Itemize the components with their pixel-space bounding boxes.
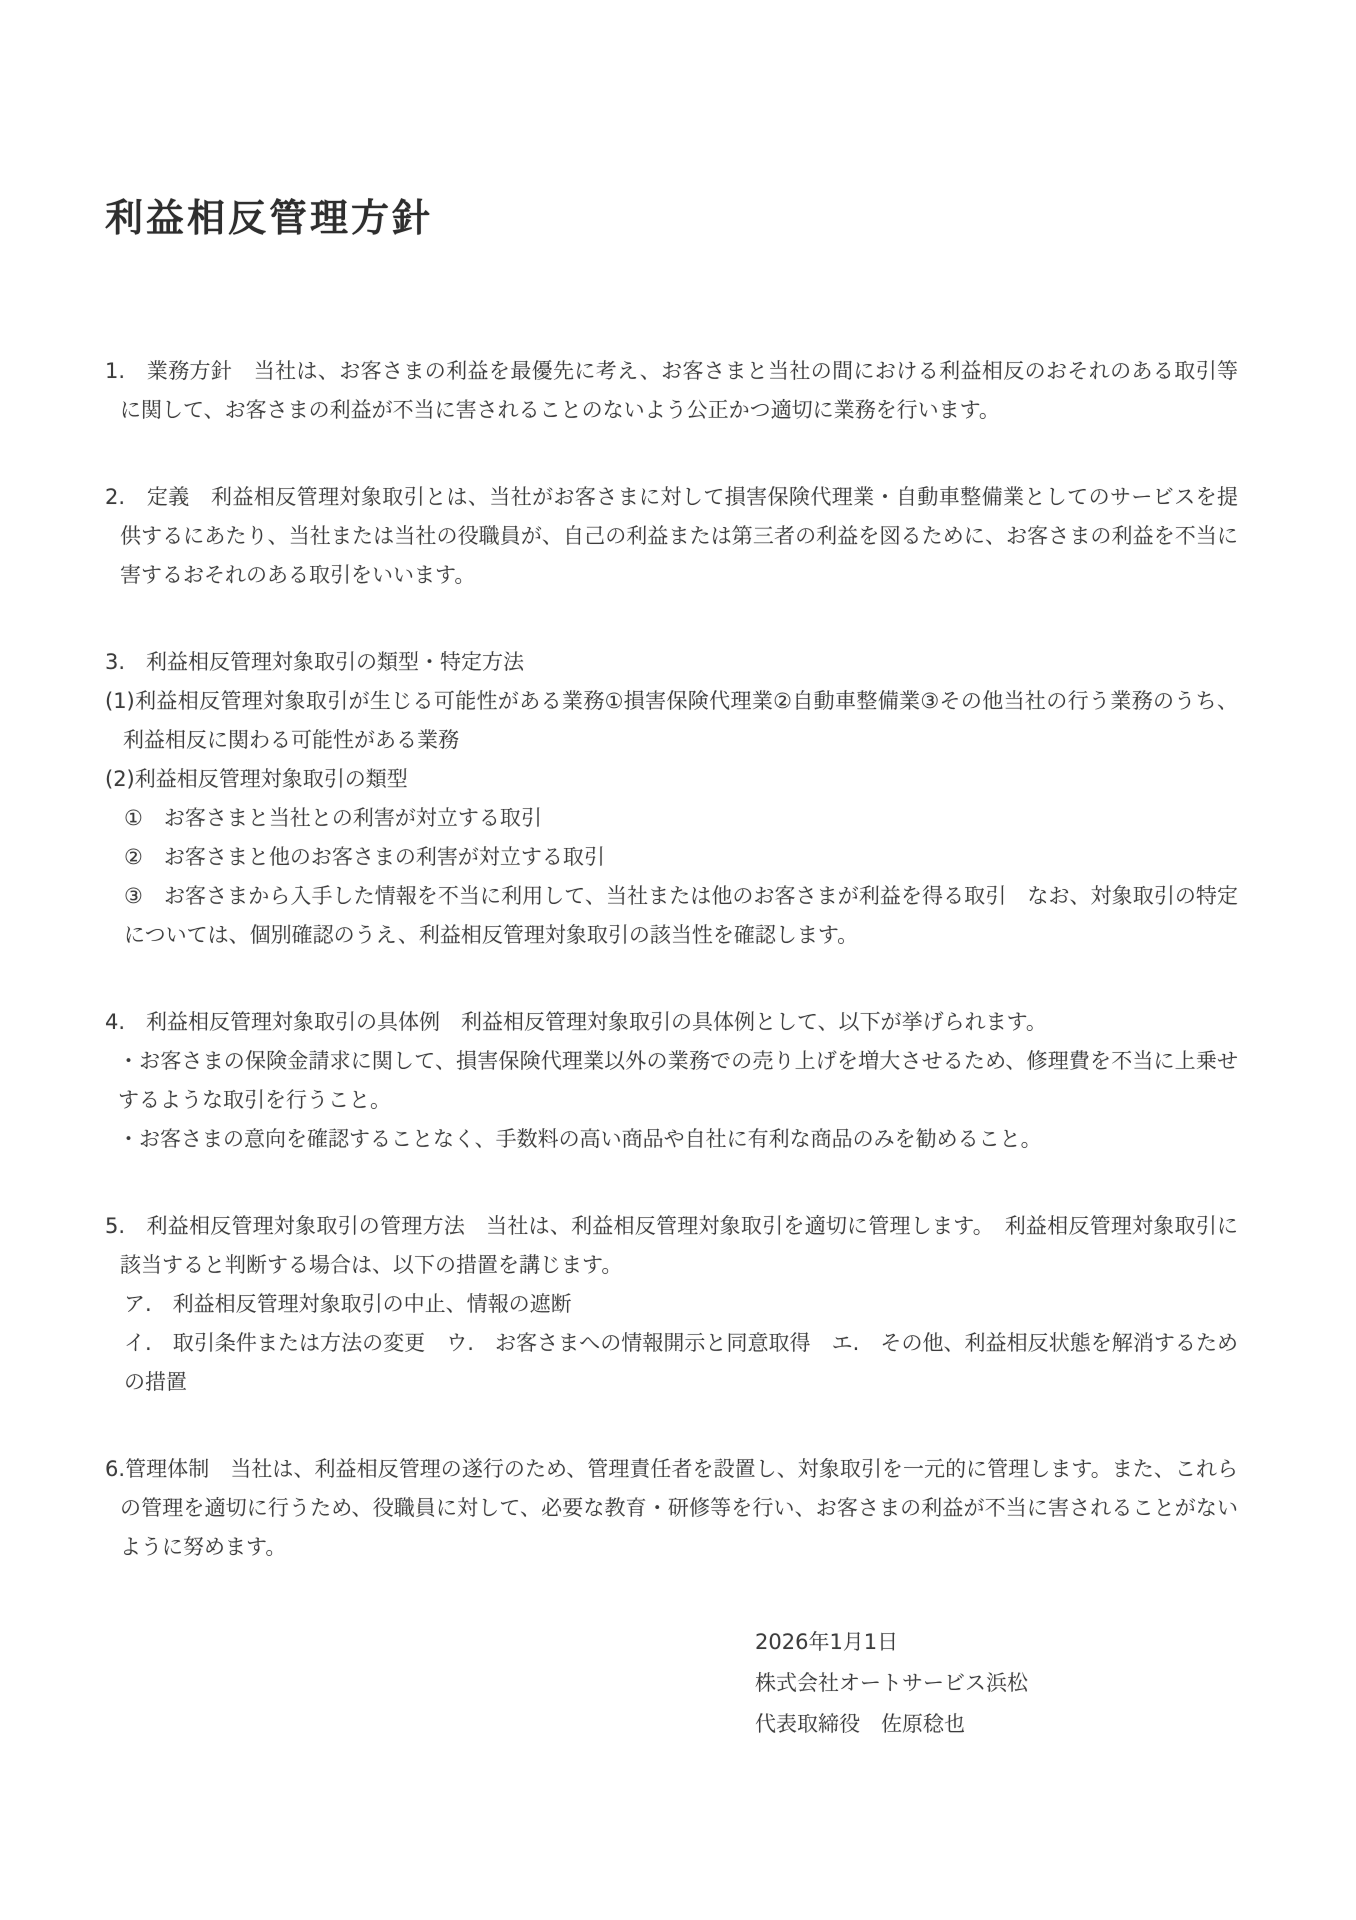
bullet-item: ・お客さまの意向を確認することなく、手数料の高い商品や自社に有利な商品のみを勧めること。: [118, 1127, 1042, 1152]
section-heading: 3. 利益相反管理対象取引の類型・特定方法: [105, 650, 525, 675]
section-business-policy: [105, 352, 1238, 430]
policy-paragraph: 2. 定義 利益相反管理対象取引とは、当社がお客さまに対して損害保険代理業・自動車整備業としてのサービスを提供するにあたり、当社または当社の役職員が、自己の利益または第三者の利益を図るために、お客さまの利益を不当に害するおそれのある取引をいいます。: [105, 485, 1239, 588]
policy-paragraph: 4. 利益相反管理対象取引の具体例 利益相反管理対象取引の具体例として、以下が挙げられます。: [105, 1010, 1047, 1035]
representative-name: 代表取締役 佐原稔也: [755, 1712, 965, 1737]
list-item: ア. 利益相反管理対象取引の中止、情報の遮断: [124, 1292, 572, 1317]
policy-paragraph: 6.管理体制 当社は、利益相反管理の遂行のため、管理責任者を設置し、対象取引を一元的に管理します。また、これらの管理を適切に行うため、役職員に対して、必要な教育・研修等を行い、お客さまの利益が不当に害されることがないように努めます。: [105, 1457, 1238, 1560]
bullet-item: ・お客さまの保険金請求に関して、損害保険代理業以外の業務での売り上げを増大させるため、修理費を不当に上乗せするような取引を行うこと。: [118, 1049, 1238, 1113]
page-title: 利益相反管理方針: [105, 196, 434, 241]
section-transaction-types: [105, 643, 1238, 955]
policy-paragraph: 1. 業務方針 当社は、お客さまの利益を最優先に考え、お客さまと当社の間における利益相反のおそれのある取引等に関して、お客さまの利益が不当に害されることのないよう公正かつ適切に業務を行います。: [105, 359, 1238, 423]
signature-block: [755, 1622, 1238, 1745]
policy-paragraph: 5. 利益相反管理対象取引の管理方法 当社は、利益相反管理対象取引を適切に管理します。 利益相反管理対象取引に該当すると判断する場合は、以下の措置を講じます。: [105, 1214, 1238, 1278]
list-item: ② お客さまと他のお客さまの利害が対立する取引: [124, 845, 605, 870]
section-definition: [105, 478, 1238, 595]
list-item: ① お客さまと当社との利害が対立する取引: [124, 806, 542, 831]
policy-body: [105, 352, 1238, 1567]
company-name: 株式会社オートサービス浜松: [755, 1671, 1028, 1696]
effective-date: 2026年1月1日: [755, 1630, 899, 1655]
list-item: ③ お客さまから入手した情報を不当に利用して、当社または他のお客さまが利益を得る取引 なお、対象取引の特定については、個別確認のうえ、利益相反管理対象取引の該当性を確認します。: [124, 884, 1238, 948]
policy-subparagraph: (1)利益相反管理対象取引が生じる可能性がある業務①損害保険代理業②自動車整備業③その他当社の行う業務のうち、利益相反に関わる可能性がある業務: [105, 689, 1238, 753]
section-management-structure: [105, 1450, 1238, 1567]
section-management-method: [105, 1207, 1238, 1402]
policy-subparagraph: (2)利益相反管理対象取引の類型: [105, 767, 408, 792]
list-item: イ. 取引条件または方法の変更 ウ. お客さまへの情報開示と同意取得 エ. その他、利益相反状態を解消するための措置: [124, 1331, 1238, 1395]
section-examples: [105, 1003, 1238, 1159]
